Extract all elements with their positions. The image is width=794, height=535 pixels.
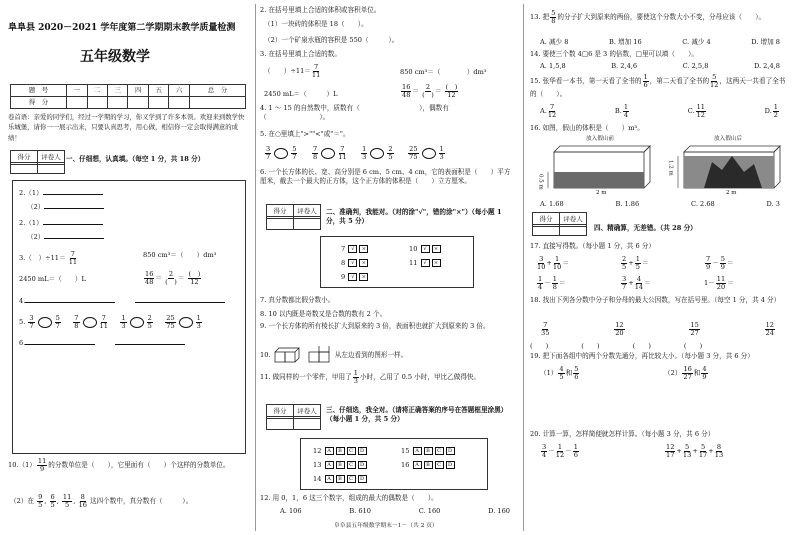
score-header: 二 bbox=[87, 85, 107, 97]
compare-circle[interactable] bbox=[370, 148, 384, 159]
answer-line[interactable] bbox=[44, 238, 104, 239]
answer-line[interactable] bbox=[135, 302, 225, 303]
q10-1: 10.（1） $\frac{11}{9}$ 的分数单位是（ ），它里面有（ ）个这样的分数单位。 bbox=[8, 457, 230, 473]
choice-d[interactable]: D bbox=[358, 447, 367, 455]
choice-d[interactable]: D bbox=[358, 461, 367, 469]
judge-check[interactable]: √ bbox=[348, 259, 357, 267]
grader-score-label: 得分 bbox=[11, 151, 38, 164]
grader-box-blank bbox=[266, 416, 321, 430]
choice-c[interactable]: C bbox=[347, 461, 356, 469]
judge-cross[interactable]: × bbox=[359, 273, 368, 281]
c2-q9: 9. 一个长方体的所有棱长扩大到原来的 3 倍，表面积也就扩大到原来的 3 倍。 bbox=[260, 322, 490, 330]
tank-label-before: 放入假山前 bbox=[586, 136, 614, 142]
score-cell[interactable] bbox=[87, 97, 107, 109]
compare-circle[interactable] bbox=[321, 148, 335, 159]
q3-a: 3.（ ）÷11＝ $\frac{7}{11}$ bbox=[19, 250, 78, 266]
score-header: 四 bbox=[128, 85, 148, 97]
calc-item: $\frac{7}{9}$ － $\frac{5}{9}$ ＝ bbox=[706, 255, 734, 271]
q2-label: 2.（1） bbox=[19, 219, 43, 227]
choice-card: 12 A B C D 13 A B C D 14 A B C D 15 A B C D 16 A B C D bbox=[300, 438, 488, 490]
tank-label-after: 放入假山后 bbox=[714, 136, 742, 142]
c2-q3-d: $\frac{16}{48}$ ＝ $\frac{2}{( )}$ ＝ $\frac{( )}{12}$ bbox=[402, 83, 458, 99]
c3-q19: 19. 把下面各组中的两个分数先通分，再比较大小。（每小题 3 分，共 6 分） bbox=[530, 352, 754, 360]
section2-title: 二、准确判，我能对。（对的涂"√"，错的涂"×"）（每小题 1 分，共 5 分） bbox=[326, 208, 502, 225]
c3-q18-fracs: $\frac{7}{35}$ $\frac{12}{20}$ $\frac{15}{27}$ $\frac{12}{24}$ bbox=[541, 321, 774, 337]
judge-cross[interactable]: × bbox=[432, 245, 441, 253]
q3-b: 850 cm³＝（ ）dm³ bbox=[143, 251, 217, 259]
answer-line[interactable] bbox=[25, 302, 115, 303]
c2-q3-title: 3. 在括号里填上合适的数。 bbox=[260, 50, 341, 58]
c3-q17: 17. 直接写得数。（每小题 1 分，共 6 分） bbox=[530, 242, 655, 250]
answer-card bbox=[12, 180, 246, 454]
judge-card: 7 √ × 8 √ × 9 √ × 10 √ × 11 √ × bbox=[320, 236, 474, 288]
score-header: 六 bbox=[169, 85, 189, 97]
c3-q16: 16. 如图，假山的体积是（ ）m³。 bbox=[530, 124, 644, 132]
q6-label: 6. bbox=[19, 339, 26, 347]
column-right bbox=[530, 0, 788, 535]
c3-q15: 15. 张华看一本书，第一天看了全书的 $\frac{1}{6}$ ，第二天看了全书的 $\frac{5}{12}$ ，这两天一共看了全书的（ ）。 bbox=[530, 73, 786, 99]
choice-a[interactable]: A bbox=[325, 447, 334, 455]
column-middle bbox=[260, 0, 518, 535]
section3-title: 三、仔细选，我全对。（请将正确答案的序号在答题框里涂黑）（每小题 1 分，共 5 分） bbox=[326, 406, 508, 423]
judge-check[interactable]: √ bbox=[421, 245, 430, 253]
choice-c[interactable]: C bbox=[435, 461, 444, 469]
c3-q20: 20. 计算一算，怎样简便就怎样计算。（每小题 3 分，共 6 分） bbox=[530, 430, 715, 438]
choice-b[interactable]: B bbox=[424, 461, 433, 469]
answer-line[interactable] bbox=[43, 194, 103, 195]
compare-circle[interactable] bbox=[38, 317, 52, 328]
judge-cross[interactable]: × bbox=[432, 259, 441, 267]
score-cell[interactable] bbox=[107, 97, 127, 109]
judge-check[interactable]: √ bbox=[348, 245, 357, 253]
choice-a[interactable]: A bbox=[413, 461, 422, 469]
c3-q14-options: A. 1,5,8 B. 2,4,6 C. 2,5,8 D. 2,4,8 bbox=[540, 62, 780, 70]
c3-q16-options: A. 1.68 B. 1.86 C. 2.68 D. 3 bbox=[540, 200, 780, 208]
compare-circle[interactable] bbox=[130, 317, 144, 328]
score-row-label: 得 分 bbox=[11, 97, 67, 109]
c2-q8: 8. 10 以内既是奇数又是合数的数有 2 个。 bbox=[260, 310, 387, 318]
section1-title: 一、仔细想，认真填。（每空 1 分，共 18 分） bbox=[66, 155, 205, 163]
choice-b[interactable]: B bbox=[424, 447, 433, 455]
grader-score-cell[interactable] bbox=[11, 163, 38, 173]
c2-q3-a: （ ）÷11＝ $\frac{7}{11}$ bbox=[264, 63, 321, 79]
column-divider bbox=[255, 4, 256, 531]
calc-item: $\frac{1}{4}$ － $\frac{1}{8}$ ＝ bbox=[538, 275, 566, 291]
c2-q2-1: （1）一块砖的体积是 18（ ）。 bbox=[264, 20, 368, 28]
c3-q20-2: $\frac{12}{17}$ + $\frac{5}{13}$ + $\frac{5}{17}$ + $\frac{8}{13}$ bbox=[666, 443, 724, 459]
c2-q6: 6. 一个长方体的长、宽、高分别是 6 cm、5 cm、4 cm，它的表面积是（ ）平方厘米，截去一个最大的正方体，这个正方体的体积是（ ）立方厘米。 bbox=[260, 168, 511, 185]
score-header: 题 号 bbox=[11, 85, 67, 97]
cube-figure-icon bbox=[273, 346, 333, 364]
c2-q12-options: A. 106 B. 610 C. 160 D. 160 bbox=[280, 507, 510, 515]
c2-q11: 11. 做同样的一个零件，甲用了 $\frac{1}{3}$ 小时，乙用了 0.5 小时，甲比乙做得快。 bbox=[260, 369, 481, 385]
grader-box: 得分 评卷人 bbox=[532, 212, 587, 227]
c3-q15-options: A. $\frac{7}{12}$ B. $\frac{1}{4}$ C. $\frac{11}{12}$ D. $\frac{1}{2}$ bbox=[540, 103, 778, 119]
score-cell[interactable] bbox=[148, 97, 168, 109]
q1-label: （2） bbox=[27, 203, 45, 211]
column-divider bbox=[523, 4, 524, 531]
c3-q14: 14. 要使三个数 4□6 是 3 的倍数，□里可以填（ ）。 bbox=[530, 50, 698, 58]
grader-box: 得分 评卷人 bbox=[266, 404, 321, 419]
judge-check[interactable]: √ bbox=[421, 259, 430, 267]
c2-q2-title: 2. 在括号里填上合适的体积或容积单位。 bbox=[260, 6, 381, 14]
c2-q4: 4. 1 ～ 15 的自然数中，质数有（ ），偶数有（ ）。 bbox=[260, 104, 449, 121]
q3-c: 2450 mL＝（ ）L bbox=[19, 275, 86, 283]
page-footer: 阜阜县五年级数学期末－1－（共 2 页） bbox=[334, 523, 438, 529]
c2-q5: 5. 在○里填上">""<"或"＝"。 bbox=[260, 130, 350, 138]
choice-d[interactable]: D bbox=[446, 461, 455, 469]
score-header: 五 bbox=[148, 85, 168, 97]
compare-circle[interactable] bbox=[83, 317, 97, 328]
grader-reviewer-label: 评卷人 bbox=[41, 153, 61, 161]
c3-q20-1: $\frac{3}{4}$ － $\frac{1}{12}$ － $\frac{1}{6}$ bbox=[542, 443, 578, 459]
calc-item: 1－ $\frac{11}{20}$ ＝ bbox=[704, 275, 734, 291]
answer-line[interactable] bbox=[44, 208, 104, 209]
choice-b[interactable]: B bbox=[336, 447, 345, 455]
c3-q19-2: （2） $\frac{16}{27}$ 和 $\frac{4}{9}$ bbox=[664, 365, 707, 381]
choice-b[interactable]: B bbox=[336, 475, 345, 483]
choice-d[interactable]: D bbox=[358, 475, 367, 483]
score-cell[interactable] bbox=[67, 97, 87, 109]
judge-cross[interactable]: × bbox=[359, 259, 368, 267]
grader-box-blank bbox=[532, 224, 587, 236]
compare-circle[interactable] bbox=[422, 148, 436, 159]
c3-q13-options: A. 减少 8 B. 增加 16 C. 减少 4 D. 增加 8 bbox=[540, 38, 780, 46]
c2-q5-row: $\frac{3}{7}$ $\frac{5}{7}$ $\frac{7}{8}$ $\frac{7}{11}$ $\frac{1}{3}$ $\frac{2}{5}$ $\frac{25}{75}$ $\frac{1}{3}$ bbox=[266, 145, 444, 161]
choice-a[interactable]: A bbox=[413, 447, 422, 455]
c3-q19-1: （1） $\frac{4}{5}$ 和 $\frac{5}{6}$ bbox=[540, 365, 579, 381]
choice-b[interactable]: B bbox=[336, 461, 345, 469]
score-cell[interactable] bbox=[128, 97, 148, 109]
q2-label: （2） bbox=[27, 233, 45, 241]
c3-q18: 18. 找出下列各分数中分子和分母的最大公因数，写在括号里。（每空 1 分，共 4 分） bbox=[530, 296, 781, 304]
q1-label: 2.（1） bbox=[19, 189, 43, 197]
tank-height-before: 0.5 m bbox=[537, 174, 544, 190]
score-table bbox=[10, 84, 246, 109]
compare-circle[interactable] bbox=[274, 148, 288, 159]
q10-2: （2）在 $\frac{9}{5}$ , $\frac{6}{5}$ , $\frac{11}{5}$ , $\frac{8}{16}$ 这四个数中，真分数有（ ）。 bbox=[10, 493, 193, 509]
score-header: 总 分 bbox=[189, 85, 245, 97]
score-cell[interactable] bbox=[189, 97, 245, 109]
c2-q12: 12. 用 0，1，6 这三个数字，组成的最大的偶数是（ ）。 bbox=[260, 494, 438, 502]
score-cell[interactable] bbox=[169, 97, 189, 109]
c2-q3-c: 2450 mL＝（ ）L bbox=[264, 90, 338, 98]
tank-width-before: 2 m bbox=[596, 190, 607, 196]
choice-c[interactable]: C bbox=[435, 447, 444, 455]
c2-q7: 7. 真分数都比假分数小。 bbox=[260, 296, 335, 304]
c3-q18-blanks[interactable]: ( ) ( ) ( ) ( ) bbox=[530, 342, 703, 350]
greeting-text: 卷首语：亲爱的同学们，经过一学期的学习，你又学到了许多本领。欢迎来到数学快乐城堡，请你一一展示出来，只要认真思考，用心做，相信你一定会取得满意的成绩！ bbox=[8, 113, 245, 142]
score-header: 三 bbox=[107, 85, 127, 97]
calc-item: $\frac{3}{10}$ + $\frac{1}{10}$ ＝ bbox=[537, 255, 569, 271]
score-header: 一 bbox=[67, 85, 87, 97]
answer-line[interactable] bbox=[25, 344, 95, 345]
q3-d: $\frac{16}{48}$ ＝ $\frac{2}{( )}$ ＝ $\frac{( )}{12}$ bbox=[145, 270, 201, 286]
tank-width-after: 2 m bbox=[726, 190, 737, 196]
compare-circle[interactable] bbox=[179, 317, 193, 328]
q5-row: 5. $\frac{3}{7}$ $\frac{5}{7}$ $\frac{7}{8}$ $\frac{7}{11}$ $\frac{1}{3}$ $\frac{2}{5}$ $\frac{25}{75}$ $\frac{1}{3}$ bbox=[19, 314, 201, 330]
calc-item: $\frac{2}{5}$ + $\frac{1}{5}$ ＝ bbox=[622, 255, 649, 271]
c2-q2-2: （2）一个矿泉水瓶的容积是 550（ ）。 bbox=[264, 36, 399, 44]
choice-c[interactable]: C bbox=[347, 475, 356, 483]
choice-a[interactable]: A bbox=[325, 461, 334, 469]
choice-a[interactable]: A bbox=[325, 475, 334, 483]
grader-box-blank bbox=[10, 162, 65, 174]
answer-line[interactable] bbox=[115, 344, 185, 345]
choice-d[interactable]: D bbox=[446, 447, 455, 455]
calc-item: $\frac{3}{7}$ + $\frac{4}{14}$ ＝ bbox=[622, 275, 651, 291]
grader-box-blank bbox=[266, 216, 321, 230]
exam-title: 阜阜县 2020－2021 学年度第二学期期末教学质量检测 bbox=[8, 23, 236, 33]
c3-q13: 13. 把 $\frac{5}{8}$ 的分子扩大到原来的两倍，要使这个分数大小不变，分母应该（ ）。 bbox=[530, 9, 766, 25]
judge-cross[interactable]: × bbox=[359, 245, 368, 253]
grader-box: 得分 评卷人 bbox=[266, 204, 321, 219]
c2-q10: 10. 从左边看到的图形一样。 bbox=[260, 346, 407, 364]
answer-line[interactable] bbox=[43, 224, 103, 225]
c2-q3-b: 850 cm³＝（ ）dm³ bbox=[400, 68, 487, 76]
choice-c[interactable]: C bbox=[347, 447, 356, 455]
judge-check[interactable]: √ bbox=[348, 273, 357, 281]
column-left bbox=[6, 0, 252, 535]
tank-height-after: 1.2 m bbox=[667, 160, 674, 176]
subject-title: 五年级数学 bbox=[80, 49, 150, 65]
grader-reviewer-cell[interactable] bbox=[38, 163, 64, 173]
q4-label: 4. bbox=[19, 297, 26, 305]
section4-title: 四、精确算，无差错。（共 28 分） bbox=[594, 224, 697, 232]
